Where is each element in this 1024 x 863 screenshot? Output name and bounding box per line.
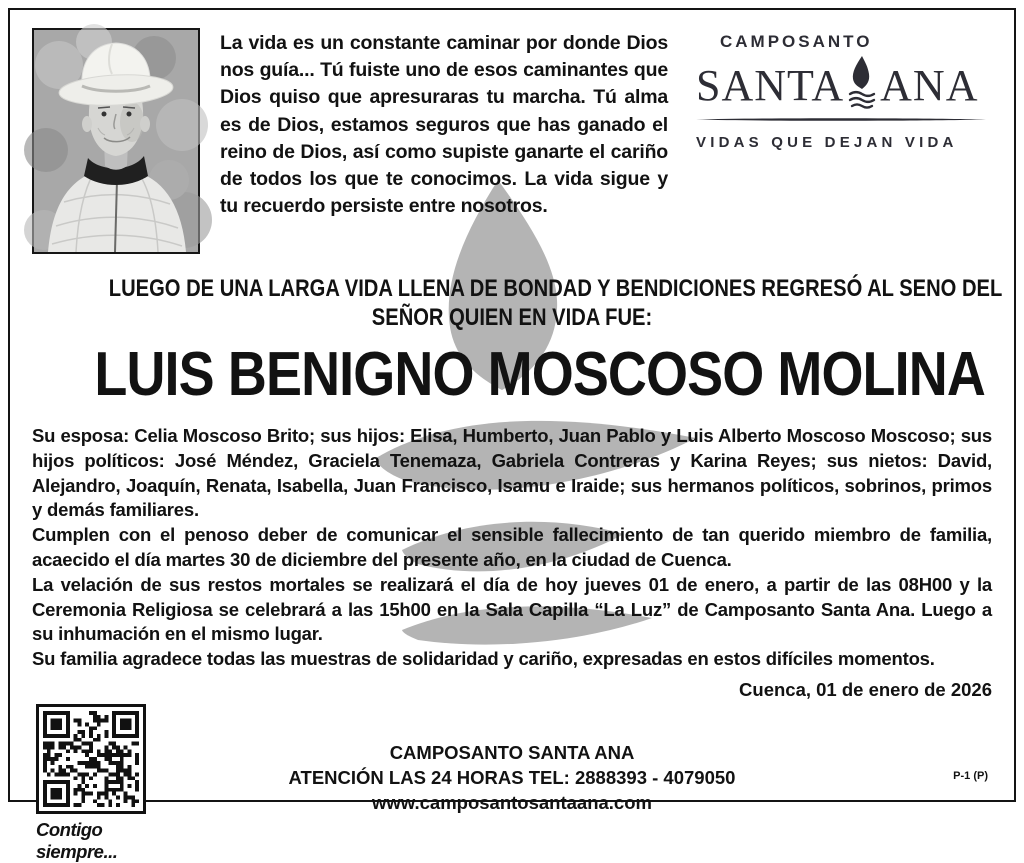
card-content xyxy=(10,10,1014,862)
family-paragraph: Su esposa: Celia Moscoso Brito; sus hijos: Elisa, Humberto, Juan Pablo y Luis Alberto Moscoso Moscoso; sus hijos políticos: José Méndez, Graciela Tenemaza, Gabriela Contreras y Karina Reyes; sus nietos: David, Alejandro, Joaquín, Renata, Isabella, Juan Francisco, Isamu e Iraide; sus hermanos políticos, sobrinos, primos y demás familiares. xyxy=(32,425,992,521)
services-paragraph: La velación de sus restos mortales se realizará el día de hoy jueves 01 de enero, a partir de las 08H00 y la Ceremonia Religiosa se celebrará a las 15h00 en la Sala Capilla “La Luz” de Camposanto Santa Ana. Luego a su inhumación en el mismo lugar. xyxy=(32,573,992,645)
brand-name-left: SANTA xyxy=(696,61,845,110)
announcement-line-1: LUEGO DE UNA LARGA VIDA LLENA DE BONDAD Y BENDICIONES REGRESÓ AL SENO DEL xyxy=(108,275,1003,302)
doc-code: P-1 (P) xyxy=(953,770,988,782)
deceased-photo xyxy=(32,28,200,254)
brand-tagline: VIDAS QUE DEJAN VIDA xyxy=(696,134,958,151)
header-row xyxy=(32,28,992,254)
obituary-body xyxy=(32,424,992,672)
deceased-name: LUIS BENIGNO MOSCOSO MOLINA xyxy=(94,340,985,409)
footer-phone: ATENCIÓN LAS 24 HORAS TEL: 2888393 - 4079050 xyxy=(288,766,736,788)
intro-text: La vida es un constante caminar por donde Dios nos guía... Tú fuiste uno de esos caminantes que Dios quiso que apresuraras tu marcha. Tú alma es de Dios, estamos seguros que has ganado el reino de Dios, así como supiste ganarte el cariño de todos los que te conocimos. La vida sigue y tu recuerdo persiste entre nosotros. xyxy=(220,32,668,218)
brand-name-right: ANA xyxy=(880,61,979,110)
brand-name xyxy=(696,55,992,108)
footer-center xyxy=(32,740,992,815)
footer-website: www.camposantosantaana.com xyxy=(372,791,652,813)
qr-caption: Contigo siempre... xyxy=(36,818,118,862)
dateline: Cuenca, 01 de enero de 2026 xyxy=(739,678,992,700)
brand-overline: CAMPOSANTO xyxy=(720,32,873,51)
thanks-paragraph: Su familia agradece todas las muestras de solidaridad y cariño, expresadas en estos difíciles momentos. xyxy=(32,648,935,670)
passing-paragraph: Cumplen con el penoso deber de comunicar el sensible fallecimiento de tan querido miembro de familia, acaecido el día martes 30 de diciembre del presente año, en la ciudad de Cuenca. xyxy=(32,524,992,570)
brand-logo xyxy=(696,28,992,151)
bottom-zone xyxy=(32,704,992,862)
flame-icon xyxy=(847,55,877,107)
announcement xyxy=(32,274,1003,332)
brand-divider xyxy=(696,117,986,122)
portrait-illustration xyxy=(34,30,198,252)
announcement-line-2: SEÑOR QUIEN EN VIDA FUE: xyxy=(371,304,653,331)
footer-org: CAMPOSANTO SANTA ANA xyxy=(389,741,635,763)
